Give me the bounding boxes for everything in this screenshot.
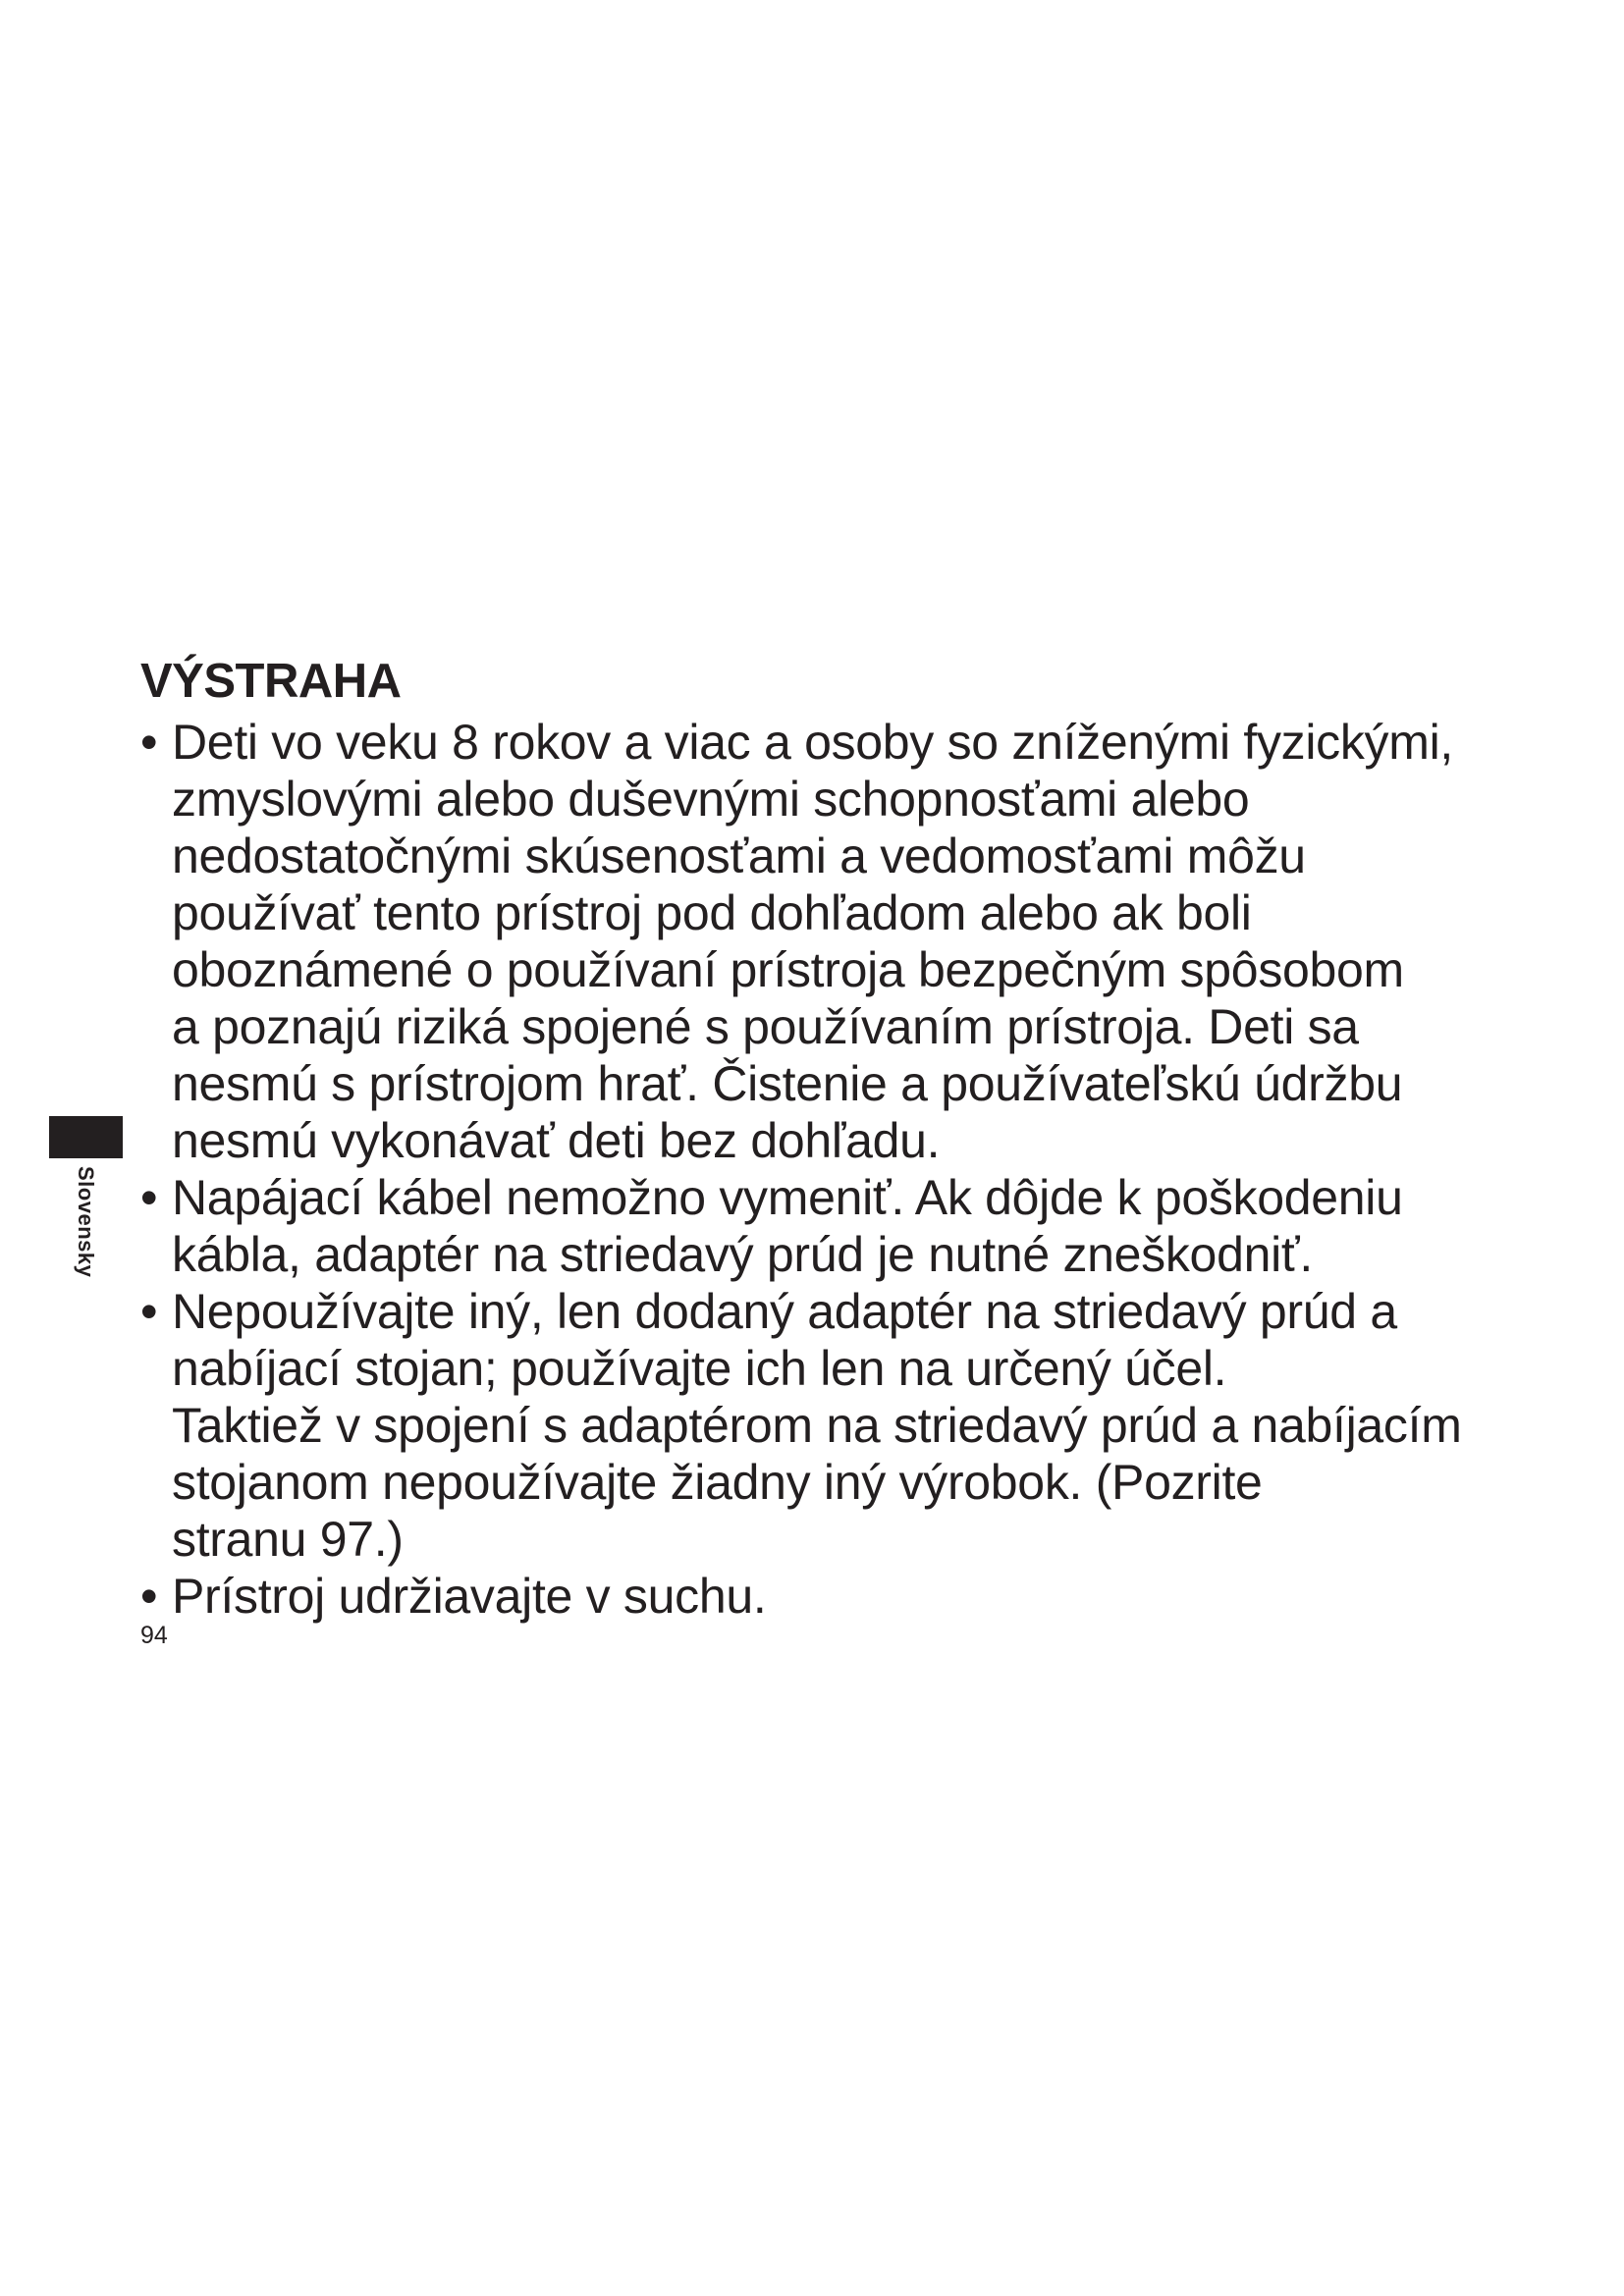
- warning-text-line: Prístroj udržiavajte v suchu.: [172, 1569, 767, 1624]
- warning-item: [137, 1568, 1532, 1625]
- warning-text-line: stojanom nepoužívajte žiadny iný výrobok. (Pozrite: [172, 1455, 1263, 1510]
- warning-text-line: Nepoužívajte iný, len dodaný adaptér na striedavý prúd a: [172, 1284, 1397, 1339]
- warning-text-line: Deti vo veku 8 rokov a viac a osoby so zníženými fyzickými,: [172, 715, 1454, 770]
- bullet-marker: •: [140, 1569, 158, 1624]
- bullet-marker: •: [140, 1170, 158, 1225]
- page-number: 94: [140, 1622, 168, 1649]
- warning-text-line: nedostatočnými skúsenosťami a vedomosťami môžu: [172, 828, 1306, 883]
- warning-text-line: stranu 97.): [172, 1512, 404, 1567]
- warning-text-line: zmyslovými alebo duševnými schopnosťami alebo: [172, 772, 1250, 827]
- warning-heading: VÝSTRAHA: [140, 655, 402, 708]
- warning-text-line: nabíjací stojan; používajte ich len na určený účel.: [172, 1341, 1227, 1396]
- warning-item: [137, 714, 1532, 1169]
- warning-text-line: nesmú vykonávať deti bez dohľadu.: [172, 1113, 941, 1168]
- warning-text-line: Taktiež v spojení s adaptérom na striedavý prúd a nabíjacím: [172, 1398, 1462, 1453]
- warning-list: [137, 714, 1532, 1625]
- bullet-marker: •: [140, 715, 158, 770]
- warning-text-line: Napájací kábel nemožno vymeniť. Ak dôjde k poškodeniu: [172, 1170, 1403, 1225]
- warning-item: [137, 1169, 1532, 1283]
- warning-text-line: oboznámené o používaní prístroja bezpečným spôsobom: [172, 942, 1404, 997]
- language-tab-marker: [49, 1116, 123, 1158]
- bullet-marker: •: [140, 1284, 158, 1339]
- warning-item: [137, 1283, 1532, 1568]
- warning-text-line: nesmú s prístrojom hrať. Čistenie a používateľskú údržbu: [172, 1056, 1403, 1111]
- warning-text-line: používať tento prístroj pod dohľadom alebo ak boli: [172, 885, 1252, 940]
- warning-text-line: kábla, adaptér na striedavý prúd je nutné zneškodniť.: [172, 1227, 1313, 1282]
- warning-text-line: a poznajú riziká spojené s používaním prístroja. Deti sa: [172, 999, 1359, 1054]
- language-label: Slovensky: [74, 1166, 98, 1278]
